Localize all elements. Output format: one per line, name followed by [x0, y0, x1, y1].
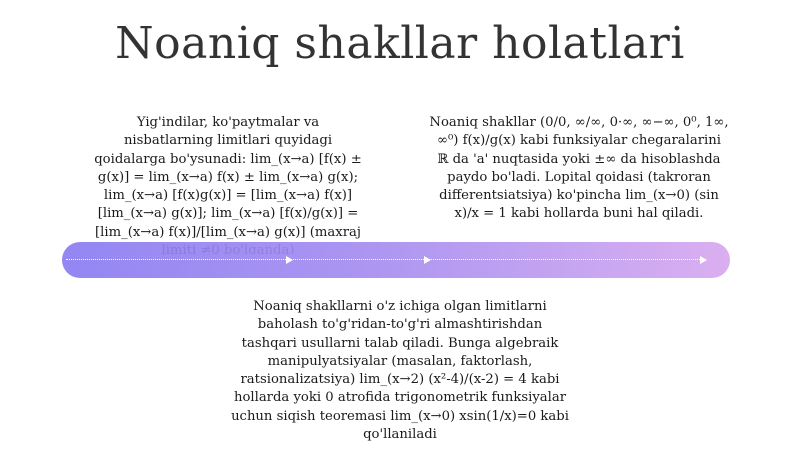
slide-title: Noaniq shakllar holatlari	[115, 18, 685, 69]
arrow-right-icon	[286, 256, 293, 264]
arrow-right-icon	[424, 256, 431, 264]
arrow-right-icon	[700, 256, 707, 264]
text-block-sum-product-rules: Yig'indilar, ko'paytmalar va nisbatlarning limitlari quyidagi qoidalarga bo'ysunadi: lim_(x→a) [f(x) ± g(x)] = lim_(x→a) f(x) ± lim_(x→a) g(x); lim_(x→a) [f(x)g(x)] = [lim_(x→a) f(x)] [lim_(x→a) g(x)]; lim_(x→a) [f(x)/g(x)] = [lim_(x→a) f(x)]/[lim_(x→a) g(x)] (maxraj	[94, 115, 362, 240]
timeline-dotted-line	[66, 259, 704, 260]
text-block-evaluation-methods: Noaniq shakllarni o'z ichiga olgan limitlarni baholash to'g'ridan-to'g'ri almashtirishdan tashqari usullarni talab qiladi. Bunga algebraik manipulyatsiyalar (masalan, faktorlash, ratsionalizatsiya) lim_(x→2) (x²-4)/(x-2) = 4 kabi hollarda yoki 0 atrofida trigonometrik funksiyalar uchun siqish teoremasi lim_(x→0) xsin(1/x)=0 kabi qo'llaniladi	[231, 299, 569, 443]
timeline-bar	[62, 242, 730, 278]
text-block-indeterminate-forms: Noaniq shakllar (0/0, ∞/∞, 0·∞, ∞−∞, 0⁰, 1∞, ∞⁰) f(x)/g(x) kabi funksiyalar chegaralarini ℝ da 'a' nuqtasida yoki ±∞ da hisoblashda paydo bo'ladi. Lopital qoidasi (takroran differentsiatsiya) ko'pincha lim_(x→0) (sin x)/x = 1 kabi hollarda buni hal qiladi.	[429, 115, 729, 222]
